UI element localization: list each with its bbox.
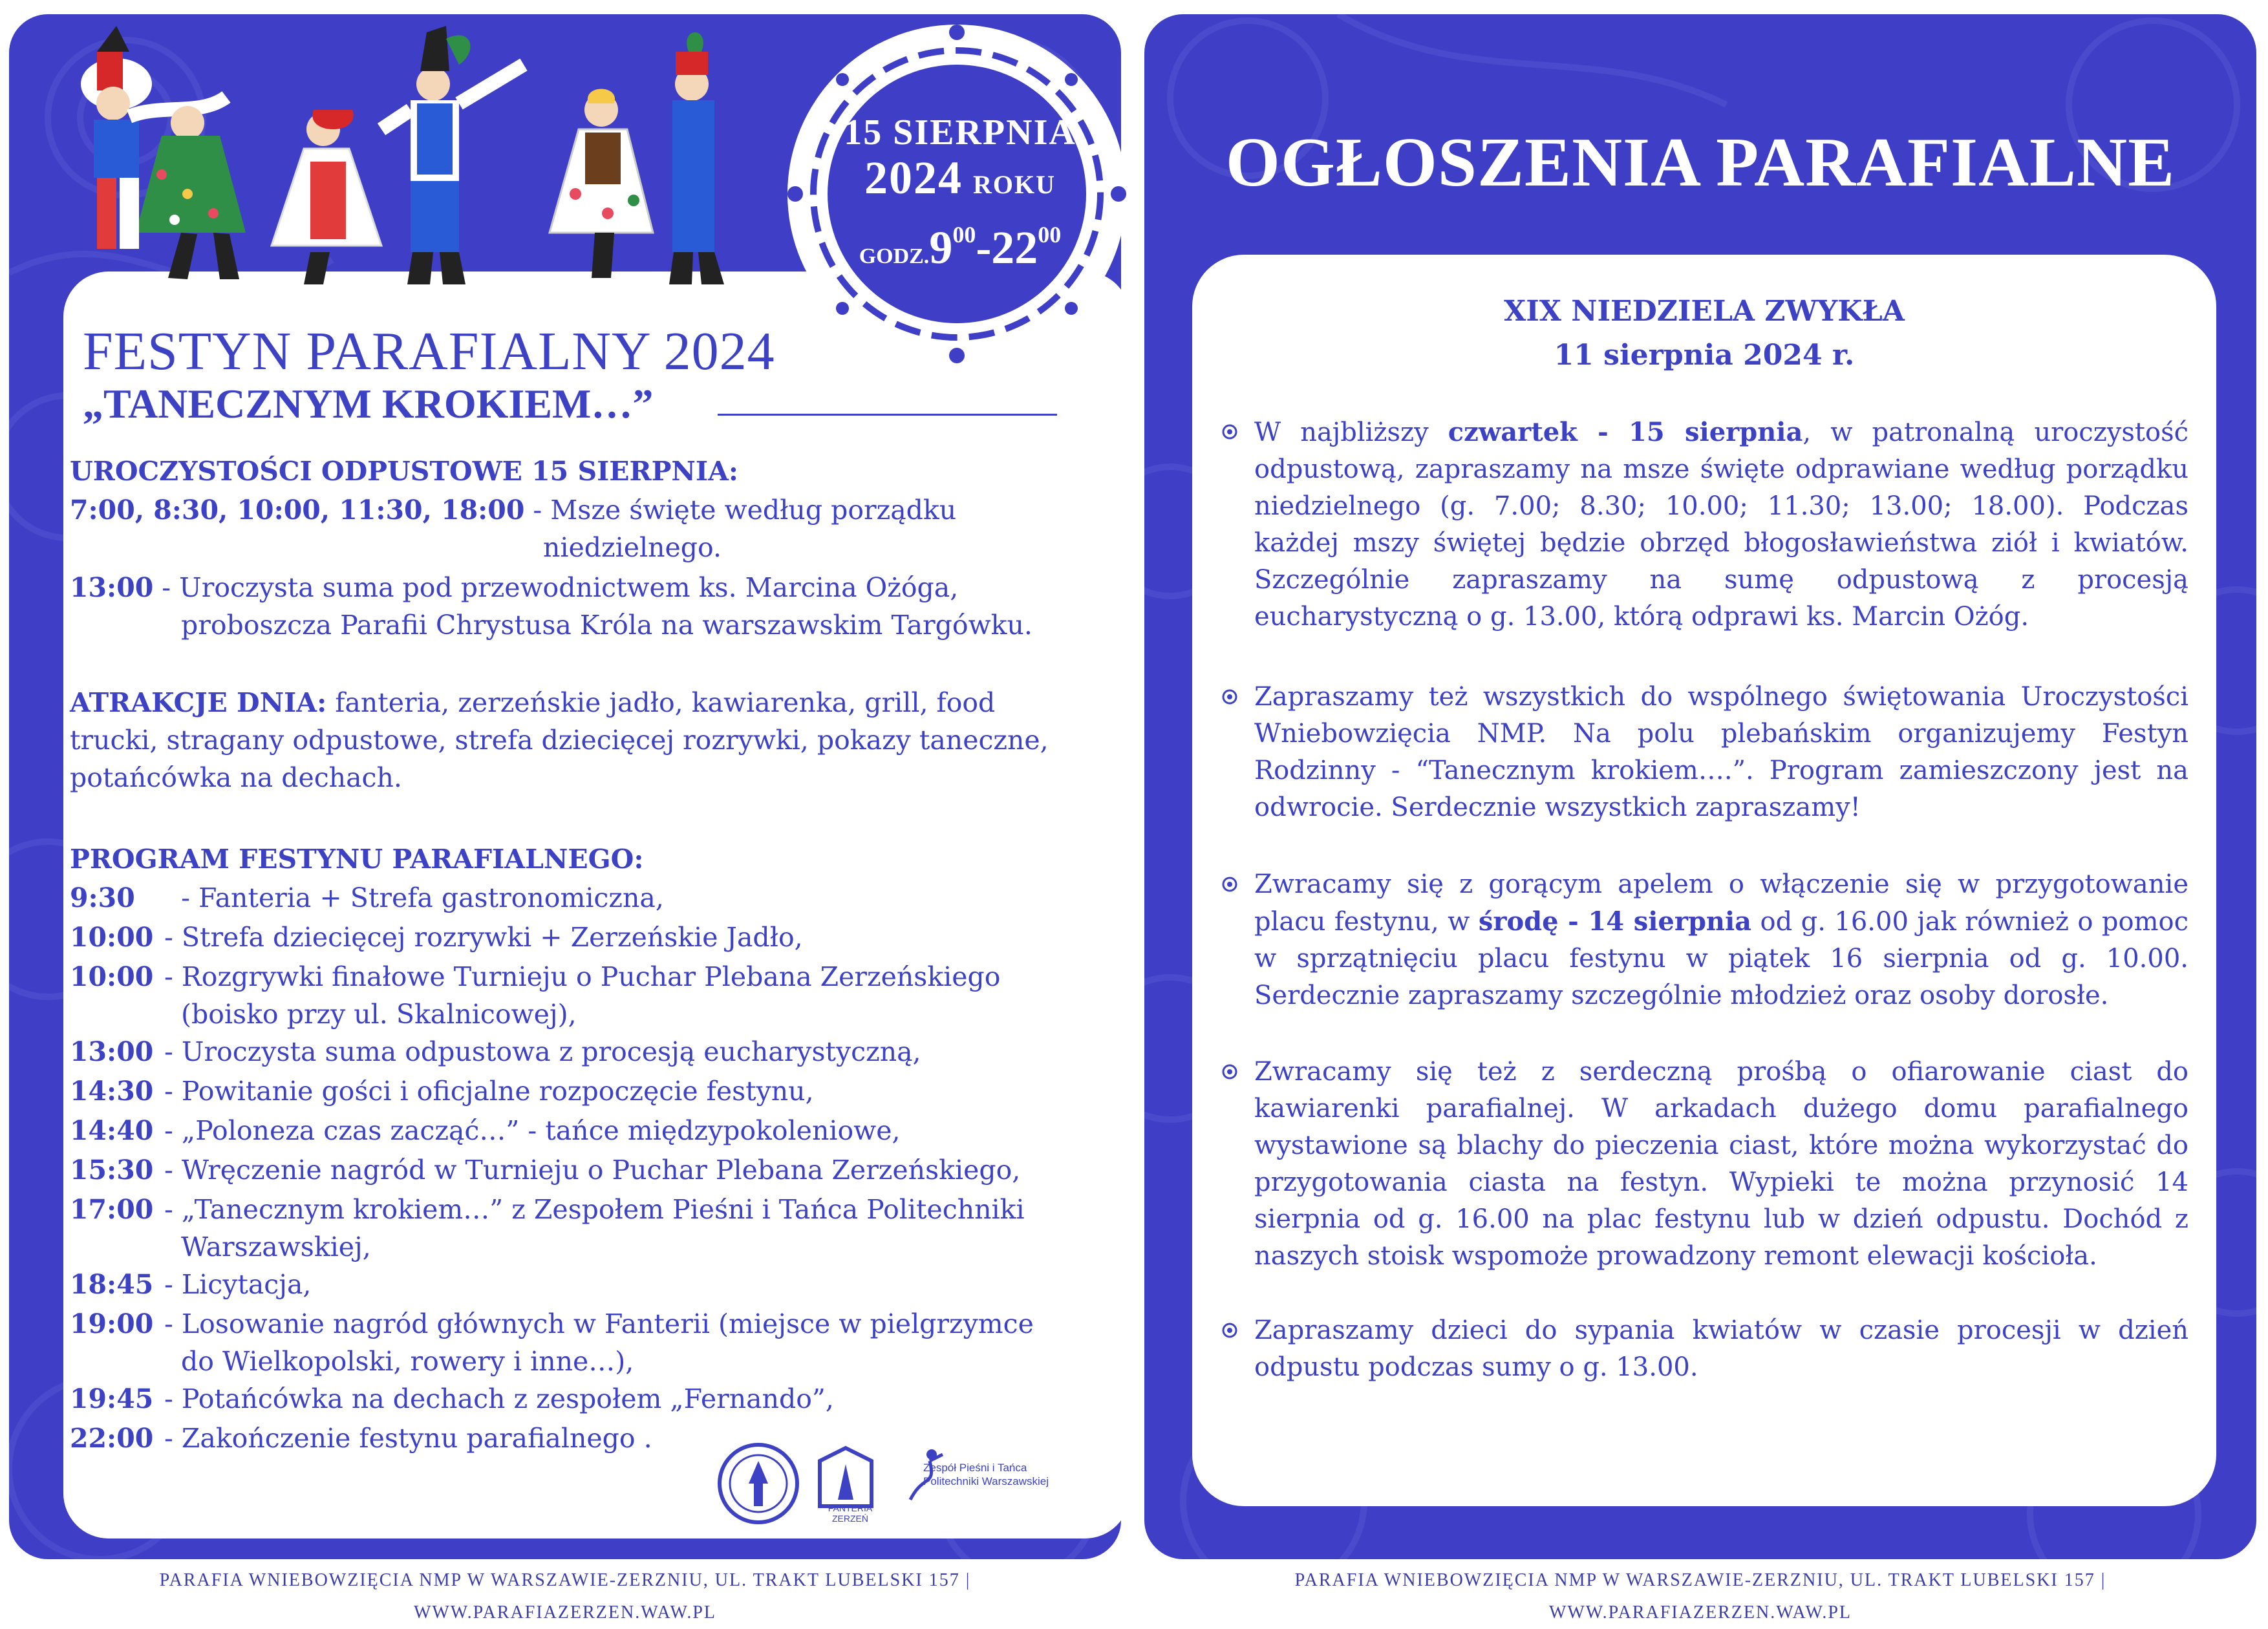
program-desc: - „Poloneza czas zacząć…” - tańce międzypokoleniowe,	[164, 1115, 901, 1146]
program-desc: - Losowanie nagród głównych w Fanterii (miejsce w pielgrzymce	[164, 1308, 1034, 1339]
suma-desc: - Uroczysta suma pod przewodnictwem ks. Marcina Ożóga,	[162, 572, 959, 603]
program-time: 14:30	[70, 1076, 154, 1107]
announcement-pre: Zwracamy się z gorącym apelem o włączenie się w przygotowanie placu festynu, w	[1254, 869, 2188, 937]
badge-hour-start: 9	[929, 222, 953, 273]
suma-desc-cont: proboszcza Parafii Chrystusa Króla na warszawskim Targówku.	[181, 610, 1032, 641]
bullet-icon	[1221, 1321, 1239, 1339]
program-item	[70, 1033, 1091, 1070]
program-desc: - Powitanie gości i oficjalne rozpoczęcie festynu,	[164, 1076, 814, 1107]
announcement-bold: środę - 14 sierpnia	[1478, 906, 1752, 937]
atrakcje-paragraph	[70, 684, 1078, 796]
badge-hour-start-sup: 00	[952, 222, 976, 248]
masses-times: 7:00, 8:30, 10:00, 11:30, 18:00	[70, 495, 525, 526]
badge-hour-end-sup: 00	[1038, 222, 1062, 248]
sunday-date: 11 sierpnia 2024 r.	[1554, 339, 1855, 372]
atrakcje-text: fanteria, zerzeńskie jadło, kawiarenka, grill, food trucki, stragany odpustowe, strefa dziecięcej rozrywki, pokazy taneczne, potańcówka na dechach.	[70, 687, 1049, 793]
masses-desc-cont: niedzielnego.	[543, 532, 722, 563]
program-desc: - Zakończenie festynu parafialnego .	[164, 1423, 652, 1454]
program-time: 17:00	[70, 1194, 154, 1225]
program-desc-cont: (boisko przy ul. Skalnicowej),	[181, 999, 577, 1030]
program-time: 10:00	[70, 961, 154, 992]
program-desc-cont: Warszawskiej,	[181, 1231, 371, 1262]
date-badge-text: 15 SIERPNIA 2024 ROKU $GODZ.9^{00}-22^{00}$	[844, 112, 1076, 273]
program-desc: - Wręczenie nagród w Turnieju o Puchar Plebana Zerzeńskiego,	[164, 1155, 1021, 1186]
program-time: 14:40	[70, 1115, 154, 1146]
program-time: 19:00	[70, 1308, 154, 1339]
announcement-pre: Zwracamy się też z serdeczną prośbą o ofiarowanie ciast do kawiarenki parafialnej. W arkadach dużego domu parafialnego wystawione są blachy do pieczenia ciast, które można wykorzystać do przygotowania ciasta na festyn. Wypieki te można przynosić 14 sierpnia od g. 16.00 na plac festynu lub w dzień odpustu. Dochód z naszych stoisk wspomoże prowadzony remont elewacji kościoła.	[1254, 1057, 2188, 1271]
program-time: 18:45	[70, 1269, 154, 1300]
badge-hour-end: 22	[991, 222, 1038, 273]
program-item	[70, 1072, 1091, 1110]
program-desc: - Uroczysta suma odpustowa z procesją eucharystyczną,	[164, 1036, 921, 1067]
zespol-logo-text: Zespół Pieśni i Tańca Politechniki Warszawskiej	[923, 1462, 1049, 1487]
program-item	[70, 1112, 1091, 1149]
program-time: 9:30	[70, 882, 135, 913]
program-time: 13:00	[70, 1036, 154, 1067]
program-item	[70, 879, 1091, 917]
program-desc: - Rozgrywki finałowe Turnieju o Puchar Plebana Zerzeńskiego	[164, 961, 1001, 992]
badge-day-month: 15 SIERPNIA	[844, 112, 1076, 153]
footer-right: PARAFIA WNIEBOWZIĘCIA NMP W WARSZAWIE-ZERZNIU, UL. TRAKT LUBELSKI 157 | WWW.PARAFIAZERZEN.WAW.PL	[1294, 1570, 2106, 1623]
program-item	[70, 1305, 1091, 1380]
announcement-item	[1254, 679, 2188, 826]
sunday-header	[1192, 290, 2216, 378]
badge-year: 2024	[864, 152, 963, 204]
program-item	[70, 958, 1091, 1033]
program-item	[70, 1266, 1091, 1303]
bullet-icon	[1221, 688, 1239, 706]
announcement-post: od g. 16.00 jak również o pomoc w sprzątnięciu placu festynu w piątek 16 sierpnia od g. 10.00. Serdecznie zapraszamy szczególnie młodzież oraz osoby dorosłe.	[1254, 907, 2189, 1010]
program-desc: - Strefa dziecięcej rozrywki + Zerzeńskie Jadło,	[164, 922, 803, 953]
program-time: 15:30	[70, 1155, 154, 1186]
announcement-pre: Zapraszamy dzieci do sypania kwiatów w czasie procesji w dzień odpustu podczas sumy o g. 13.00.	[1254, 1315, 2188, 1382]
program-desc: - „Tanecznym krokiem…” z Zespołem Pieśni i Tańca Politechniki	[164, 1194, 1025, 1225]
parish-seal-icon	[720, 1445, 797, 1522]
announcement-item	[1254, 1054, 2188, 1275]
fanteria-logo-text: FANTERIA ZERZEŃ	[828, 1503, 873, 1524]
suma-line	[70, 569, 1078, 606]
program-time: 19:45	[70, 1383, 154, 1414]
program-time: 22:00	[70, 1423, 154, 1454]
bullet-icon	[1221, 423, 1239, 441]
footer-left: PARAFIA WNIEBOWZIĘCIA NMP W WARSZAWIE-ZERZNIU, UL. TRAKT LUBELSKI 157 | WWW.PARAFIAZERZEN.WAW.PL	[159, 1570, 971, 1623]
odpust-header: UROCZYSTOŚCI ODPUSTOWE 15 SIERPNIA:	[70, 456, 739, 487]
announcement-item	[1254, 414, 2188, 635]
announcement-item	[1254, 1312, 2188, 1386]
program-item	[70, 1151, 1091, 1189]
masses-desc: - Msze święte według porządku	[533, 495, 957, 526]
program-item	[70, 919, 1091, 956]
announcement-post: , w patronalną uroczystość odpustową, zapraszamy na msze święte odprawiane według porządku niedzielnego (g. 7.00; 8.30; 10.00; 11.30; 13.00; 18.00). Podczas każdej mszy świętej będzie obrzęd błogosławieństwa ziół i kwiatów. Szczególnie zapraszamy na sumę odpustową z procesją eucharystyczną o g. 13.00, którą odprawi ks. Marcin Ożóg.	[1254, 418, 2188, 632]
program-item	[70, 1191, 1091, 1266]
announcement-pre: W najbliższy	[1254, 418, 1448, 447]
bullet-icon	[1221, 1063, 1239, 1081]
masses-line	[70, 491, 1078, 529]
program-item	[70, 1380, 1091, 1418]
fanteria-logo-icon	[820, 1448, 872, 1506]
badge-hours-prefix: GODZ.	[859, 244, 930, 268]
announcement-pre: Zapraszamy też wszystkich do wspólnego świętowania Uroczystości Wniebowzięcia NMP. Na polu plebańskim organizujemy Festyn Rodzinny - “Tanecznym krokiem….”. Program zamieszczony jest na odwrocie. Serdecznie wszystkich zapraszamy!	[1254, 682, 2188, 822]
program-time: 10:00	[70, 922, 154, 953]
program-desc: - Potańcówka na dechach z zespołem „Fernando”,	[164, 1383, 834, 1414]
program-desc: - Fanteria + Strefa gastronomiczna,	[164, 882, 664, 913]
atrakcje-label: ATRAKCJE DNIA:	[70, 687, 327, 718]
festival-title: FESTYN PARAFIALNY 2024	[83, 321, 775, 381]
suma-time: 13:00	[70, 572, 154, 603]
announcement-bold: czwartek - 15 sierpnia	[1448, 417, 1803, 447]
bullet-icon	[1221, 875, 1239, 893]
program-desc: - Licytacja,	[164, 1269, 312, 1300]
badge-roku: ROKU	[973, 170, 1056, 199]
announcement-item	[1254, 866, 2188, 1014]
program-header: PROGRAM FESTYNU PARAFIALNEGO:	[70, 844, 644, 875]
title-underline	[718, 414, 1057, 416]
program-desc-cont: do Wielkopolski, rowery i inne…),	[181, 1346, 634, 1377]
sunday-name: XIX NIEDZIELA ZWYKŁA	[1504, 295, 1905, 328]
announcements-title: OGŁOSZENIA PARAFIALNE	[1225, 124, 2176, 201]
festival-subtitle: „TANECZNYM KROKIEM…”	[83, 381, 654, 427]
folk-dancers-illustration-icon	[58, 26, 782, 291]
